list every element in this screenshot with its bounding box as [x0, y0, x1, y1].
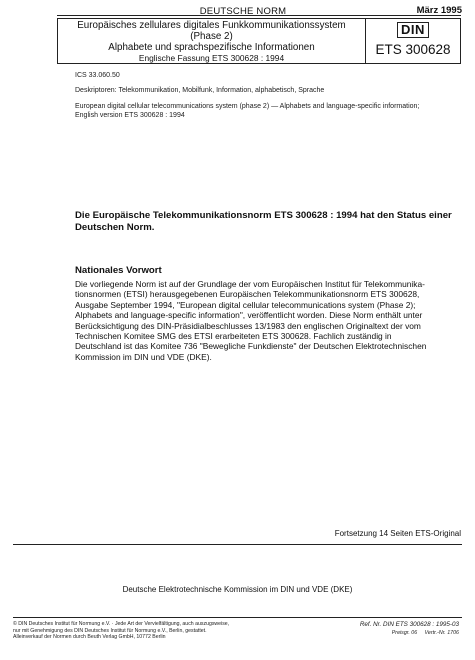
ics-code: ICS 33.060.50 [75, 72, 120, 79]
din-block [366, 19, 460, 63]
header-rule [57, 15, 461, 16]
vertr-number: Vertr.-Nr. 1706 [424, 630, 459, 636]
publisher-line: Deutsche Elektrotechnische Kommission im DIN und VDE (DKE) [122, 585, 353, 594]
english-title-line-1: European digital cellular telecommunications system (phase 2) — Alphabets and language-specific information; [75, 103, 420, 110]
title-line-2: (Phase 2) [190, 31, 233, 42]
footer-rule [13, 617, 462, 618]
title-line-3: Alphabete und sprachspezifische Informationen [108, 42, 315, 53]
title-line-4: Englische Fassung ETS 300628 : 1994 [138, 53, 285, 63]
status-line-2: Deutschen Norm. [75, 222, 155, 233]
din-logo: DIN [397, 22, 429, 38]
foreword-line: Kommission im DIN und VDE (DKE). [75, 351, 212, 362]
reference-number: Ref. Nr. DIN ETS 300628 : 1995-03 [359, 621, 459, 628]
foreword-line: Die vorliegende Norm ist auf der Grundlage der vom Europäischen Institut für Telekommunika- [75, 279, 425, 289]
title-box [57, 18, 461, 64]
continuation-note: Fortsetzung 14 Seiten ETS-Original [334, 529, 461, 538]
title-line-1: Europäisches zellulares digitales Funkkommunikationssystem [77, 20, 346, 31]
copyright-line-2: nur mit Genehmigung des DIN Deutsches Institut für Normung e.V., Berlin, gestattet. [13, 627, 207, 634]
reference-block [360, 621, 459, 637]
continuation-rule [13, 544, 462, 545]
descriptors: Deskriptoren: Telekommunikation, Mobilfunk, Information, alphabetisch, Sprache [75, 87, 325, 94]
standard-number: ETS 300628 [375, 42, 451, 57]
foreword-line: Alphabets and language-specific information", veröffentlicht worden. Diese Norm enthält unter [75, 310, 423, 321]
national-foreword-body [75, 279, 462, 362]
national-foreword-heading: Nationales Vorwort [75, 265, 162, 276]
foreword-line: Technischen Komitee SMG des ETSI erarbeiteten ETS 300628. Fachlich zuständig in [75, 331, 392, 342]
status-line-1: Die Europäische Telekommunikationsnorm ETS 300628 : 1994 hat den Status einer [75, 210, 452, 221]
price-and-vertr [360, 629, 459, 637]
foreword-line: Berücksichtigung des DIN-Präsidialbeschlusses 13/1983 den englischen Originaltext der vom [75, 320, 421, 331]
price-group: Preisgr. 06 [391, 630, 418, 636]
copyright-notice [13, 621, 229, 641]
english-title-line-2: English version ETS 300628 : 1994 [75, 112, 185, 119]
status-statement [75, 210, 461, 234]
foreword-line: Ausgabe September 1994, "European digital cellular telecommunications system (Phase 2); [75, 299, 416, 310]
title-block [58, 19, 366, 63]
foreword-line: Deutschland ist das Komitee 736 "Bewegliche Funkdienste" der Deutschen Elektrotechnischen [75, 341, 427, 352]
copyright-line-1: © DIN Deutsches Institut für Normung e.V. · Jede Art der Vervielfältigung, auch auszugsweise, [13, 621, 230, 627]
foreword-line: tionsnormen (ETSI) herausgegebenen Europäischen Telekommunikationsnorm ETS 300628, [75, 289, 420, 300]
copyright-line-3: Alleinverkauf der Normen durch Beuth Verlag GmbH, 10772 Berlin [13, 634, 166, 641]
norm-type-label: DEUTSCHE NORM [199, 6, 287, 17]
publication-date: März 1995 [416, 5, 462, 16]
